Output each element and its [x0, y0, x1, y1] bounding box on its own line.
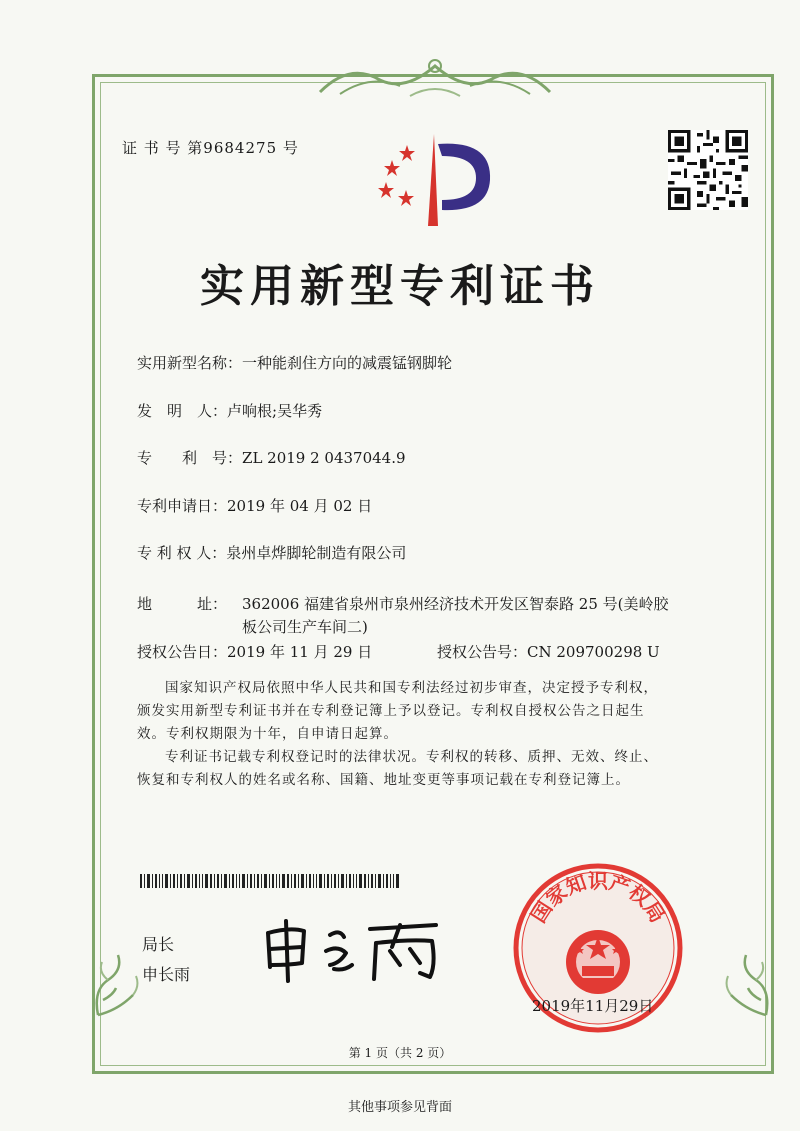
field-inventor — [137, 400, 322, 423]
statement-paragraph-1: 国家知识产权局依照中华人民共和国专利法经过初步审查，决定授予专利权，颁发实用新型专利证书并在专利登记簿上予以登记。专利权自授权公告之日起生效。专利权期限为十年，自申请日起算。 — [137, 680, 658, 742]
field-value: CN 209700298 U — [527, 643, 660, 661]
field-label: 实用新型名称： — [137, 354, 243, 372]
field-label: 专 利 权 人： — [137, 544, 227, 562]
field-value: 362006 福建省泉州市泉州经济技术开发区智泰路 25 号(美岭胶板公司生产车间二) — [242, 595, 669, 636]
barcode — [140, 874, 400, 888]
seal-date: 2019年11月29日 — [532, 997, 654, 1015]
field-label: 专利申请日： — [137, 497, 228, 515]
footer-note: 其他事项参见背面 — [347, 1100, 452, 1115]
field-grant-date — [137, 641, 372, 664]
patent-office-emblem-icon — [372, 130, 497, 230]
handwritten-signature — [260, 915, 450, 985]
field-utility-model-name — [137, 352, 452, 375]
field-grant-number — [437, 641, 660, 662]
field-value: 泉州卓烨脚轮制造有限公司 — [226, 544, 407, 562]
top-ornament — [310, 52, 560, 102]
page-number: 第 1 页（共 2 页） — [348, 1046, 452, 1060]
certificate-number: 证 书 号 第9684275 号 — [122, 139, 299, 157]
field-label: 地 址： — [137, 595, 228, 613]
field-label: 授权公告号： — [437, 643, 528, 661]
field-label: 授权公告日： — [137, 643, 228, 661]
signatory-name: 申长雨 — [142, 965, 191, 984]
field-value: 卢响根;吴华秀 — [227, 402, 323, 420]
statement-paragraph-2: 专利证书记载专利权登记时的法律状况。专利权的转移、质押、无效、终止、恢复和专利权人的姓名或名称、国籍、地址变更等事项记载在专利登记簿上。 — [137, 749, 658, 788]
field-value: ZL 2019 2 0437044.9 — [242, 449, 406, 467]
seal-text: 国家知识产权局 — [526, 869, 670, 927]
field-label: 发 明 人： — [137, 402, 228, 420]
field-patentee — [137, 542, 406, 565]
corner-ornament-right — [716, 950, 776, 1020]
field-patent-number — [137, 447, 406, 470]
signatory-title: 局长 — [142, 935, 175, 954]
field-value: 一种能刹住方向的减震锰钢脚轮 — [242, 354, 453, 372]
qr-code[interactable] — [668, 130, 748, 210]
field-value: 2019 年 11 月 29 日 — [227, 643, 373, 661]
certificate-title: 实用新型专利证书 — [200, 261, 600, 312]
corner-ornament-left — [88, 950, 148, 1020]
field-label: 专 利 号： — [137, 449, 243, 467]
field-value: 2019 年 04 月 02 日 — [227, 497, 373, 515]
field-filing-date — [137, 495, 372, 518]
